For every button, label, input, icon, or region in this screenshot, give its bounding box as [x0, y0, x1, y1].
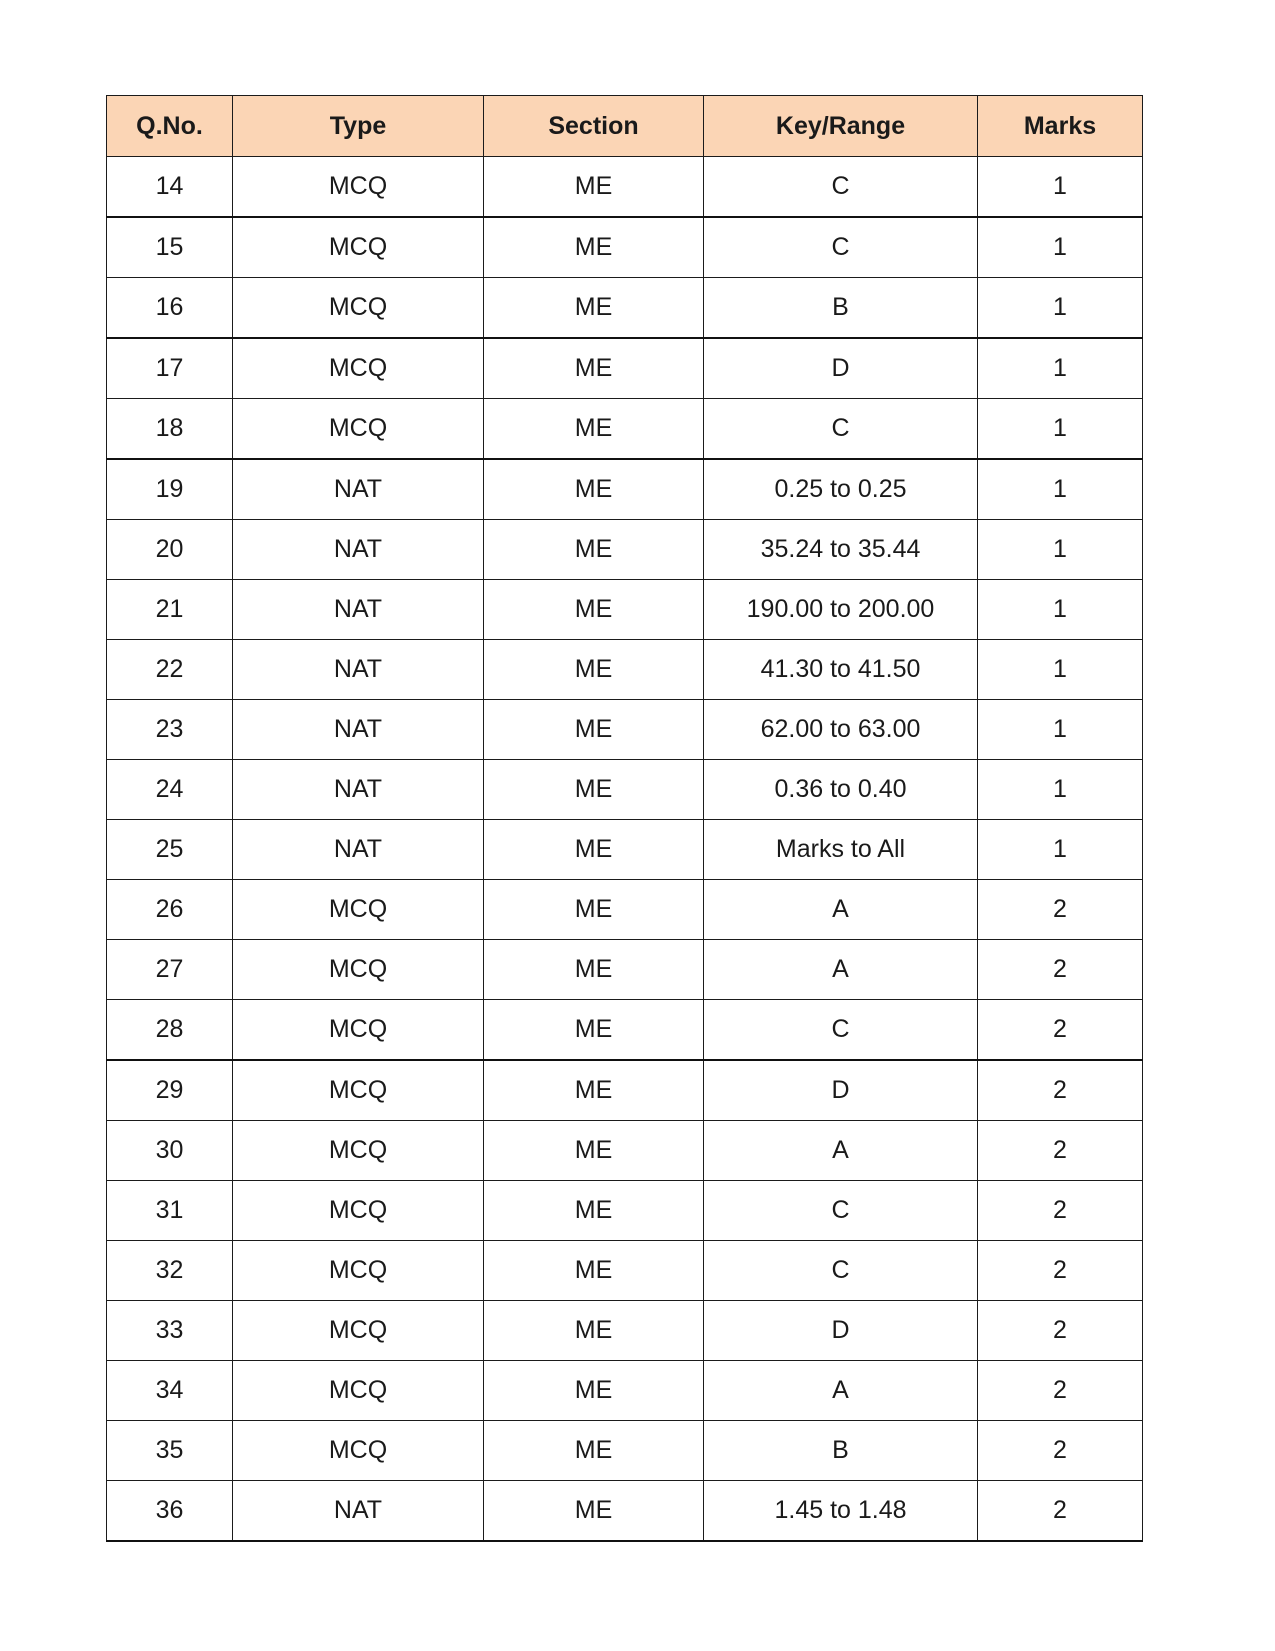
- cell-section: ME: [484, 1301, 704, 1361]
- cell-key-range: C: [704, 1241, 978, 1301]
- cell-marks: 1: [978, 157, 1143, 218]
- cell-key-range: 62.00 to 63.00: [704, 700, 978, 760]
- cell-section: ME: [484, 1241, 704, 1301]
- cell-qno: 22: [107, 640, 233, 700]
- cell-section: ME: [484, 820, 704, 880]
- cell-section: ME: [484, 399, 704, 460]
- table-row: [107, 1181, 1143, 1241]
- table-row: [107, 217, 1143, 278]
- cell-qno: 32: [107, 1241, 233, 1301]
- cell-qno: 33: [107, 1301, 233, 1361]
- cell-key-range: C: [704, 1000, 978, 1061]
- table-row: [107, 278, 1143, 339]
- cell-qno: 27: [107, 940, 233, 1000]
- cell-qno: 34: [107, 1361, 233, 1421]
- cell-qno: 20: [107, 520, 233, 580]
- cell-section: ME: [484, 459, 704, 520]
- cell-type: MCQ: [233, 278, 484, 339]
- cell-key-range: 190.00 to 200.00: [704, 580, 978, 640]
- cell-section: ME: [484, 338, 704, 399]
- cell-qno: 14: [107, 157, 233, 218]
- table-row: [107, 1060, 1143, 1121]
- cell-marks: 2: [978, 1121, 1143, 1181]
- cell-qno: 25: [107, 820, 233, 880]
- table-row: [107, 760, 1143, 820]
- header-key-range: Key/Range: [704, 96, 978, 157]
- cell-marks: 1: [978, 459, 1143, 520]
- cell-marks: 1: [978, 338, 1143, 399]
- table-row: [107, 1301, 1143, 1361]
- cell-marks: 2: [978, 1301, 1143, 1361]
- cell-key-range: C: [704, 1181, 978, 1241]
- cell-type: MCQ: [233, 338, 484, 399]
- cell-type: MCQ: [233, 1241, 484, 1301]
- cell-type: NAT: [233, 459, 484, 520]
- cell-marks: 2: [978, 880, 1143, 940]
- cell-qno: 24: [107, 760, 233, 820]
- table-row: [107, 399, 1143, 460]
- cell-type: MCQ: [233, 1181, 484, 1241]
- cell-key-range: Marks to All: [704, 820, 978, 880]
- cell-type: NAT: [233, 640, 484, 700]
- cell-section: ME: [484, 700, 704, 760]
- cell-key-range: C: [704, 399, 978, 460]
- cell-marks: 2: [978, 1361, 1143, 1421]
- table-row: [107, 700, 1143, 760]
- cell-section: ME: [484, 1421, 704, 1481]
- cell-type: MCQ: [233, 1000, 484, 1061]
- cell-qno: 30: [107, 1121, 233, 1181]
- cell-section: ME: [484, 217, 704, 278]
- cell-qno: 21: [107, 580, 233, 640]
- cell-key-range: 1.45 to 1.48: [704, 1481, 978, 1542]
- cell-section: ME: [484, 1481, 704, 1542]
- answer-key-table: [106, 95, 1143, 1542]
- table-row: [107, 1121, 1143, 1181]
- cell-section: ME: [484, 278, 704, 339]
- cell-marks: 1: [978, 700, 1143, 760]
- table-row: [107, 1241, 1143, 1301]
- table-body: [107, 157, 1143, 1542]
- cell-qno: 26: [107, 880, 233, 940]
- cell-key-range: D: [704, 1060, 978, 1121]
- cell-marks: 2: [978, 1481, 1143, 1542]
- table-row: [107, 520, 1143, 580]
- cell-marks: 2: [978, 1181, 1143, 1241]
- cell-type: MCQ: [233, 399, 484, 460]
- table-row: [107, 1361, 1143, 1421]
- cell-type: NAT: [233, 700, 484, 760]
- cell-type: MCQ: [233, 1421, 484, 1481]
- cell-section: ME: [484, 640, 704, 700]
- cell-type: MCQ: [233, 1060, 484, 1121]
- cell-key-range: 41.30 to 41.50: [704, 640, 978, 700]
- cell-key-range: C: [704, 217, 978, 278]
- cell-marks: 1: [978, 760, 1143, 820]
- cell-marks: 2: [978, 1000, 1143, 1061]
- header-type: Type: [233, 96, 484, 157]
- cell-key-range: 0.25 to 0.25: [704, 459, 978, 520]
- cell-type: MCQ: [233, 217, 484, 278]
- cell-section: ME: [484, 940, 704, 1000]
- cell-section: ME: [484, 157, 704, 218]
- header-marks: Marks: [978, 96, 1143, 157]
- cell-qno: 28: [107, 1000, 233, 1061]
- cell-key-range: 0.36 to 0.40: [704, 760, 978, 820]
- cell-type: MCQ: [233, 880, 484, 940]
- cell-key-range: D: [704, 338, 978, 399]
- cell-type: NAT: [233, 580, 484, 640]
- cell-qno: 17: [107, 338, 233, 399]
- cell-marks: 2: [978, 1241, 1143, 1301]
- table-row: [107, 338, 1143, 399]
- cell-qno: 15: [107, 217, 233, 278]
- cell-qno: 16: [107, 278, 233, 339]
- cell-section: ME: [484, 1361, 704, 1421]
- cell-section: ME: [484, 880, 704, 940]
- table-row: [107, 580, 1143, 640]
- cell-type: NAT: [233, 520, 484, 580]
- cell-qno: 31: [107, 1181, 233, 1241]
- table-row: [107, 157, 1143, 218]
- cell-key-range: D: [704, 1301, 978, 1361]
- table-row: [107, 459, 1143, 520]
- cell-qno: 35: [107, 1421, 233, 1481]
- cell-section: ME: [484, 1121, 704, 1181]
- cell-qno: 19: [107, 459, 233, 520]
- cell-qno: 36: [107, 1481, 233, 1542]
- cell-section: ME: [484, 520, 704, 580]
- table-row: [107, 1421, 1143, 1481]
- cell-key-range: A: [704, 1361, 978, 1421]
- table-row: [107, 880, 1143, 940]
- cell-marks: 1: [978, 399, 1143, 460]
- cell-type: MCQ: [233, 1121, 484, 1181]
- header-qno: Q.No.: [107, 96, 233, 157]
- cell-marks: 1: [978, 520, 1143, 580]
- cell-qno: 18: [107, 399, 233, 460]
- table-row: [107, 940, 1143, 1000]
- cell-section: ME: [484, 760, 704, 820]
- cell-marks: 1: [978, 278, 1143, 339]
- cell-marks: 1: [978, 820, 1143, 880]
- cell-type: MCQ: [233, 1301, 484, 1361]
- cell-marks: 1: [978, 217, 1143, 278]
- cell-key-range: B: [704, 1421, 978, 1481]
- cell-type: MCQ: [233, 940, 484, 1000]
- cell-type: NAT: [233, 820, 484, 880]
- cell-key-range: A: [704, 880, 978, 940]
- cell-key-range: 35.24 to 35.44: [704, 520, 978, 580]
- cell-type: NAT: [233, 1481, 484, 1542]
- cell-marks: 1: [978, 580, 1143, 640]
- cell-type: MCQ: [233, 157, 484, 218]
- answer-key-sheet: [106, 95, 1142, 1542]
- cell-key-range: A: [704, 1121, 978, 1181]
- cell-qno: 23: [107, 700, 233, 760]
- table-row: [107, 1000, 1143, 1061]
- cell-key-range: B: [704, 278, 978, 339]
- table-row: [107, 820, 1143, 880]
- cell-type: NAT: [233, 760, 484, 820]
- cell-marks: 1: [978, 640, 1143, 700]
- cell-type: MCQ: [233, 1361, 484, 1421]
- cell-section: ME: [484, 1181, 704, 1241]
- cell-qno: 29: [107, 1060, 233, 1121]
- cell-marks: 2: [978, 1421, 1143, 1481]
- table-row: [107, 1481, 1143, 1542]
- cell-marks: 2: [978, 940, 1143, 1000]
- cell-marks: 2: [978, 1060, 1143, 1121]
- header-section: Section: [484, 96, 704, 157]
- header-row: [107, 96, 1143, 157]
- cell-section: ME: [484, 1060, 704, 1121]
- cell-section: ME: [484, 1000, 704, 1061]
- cell-section: ME: [484, 580, 704, 640]
- cell-key-range: C: [704, 157, 978, 218]
- table-row: [107, 640, 1143, 700]
- cell-key-range: A: [704, 940, 978, 1000]
